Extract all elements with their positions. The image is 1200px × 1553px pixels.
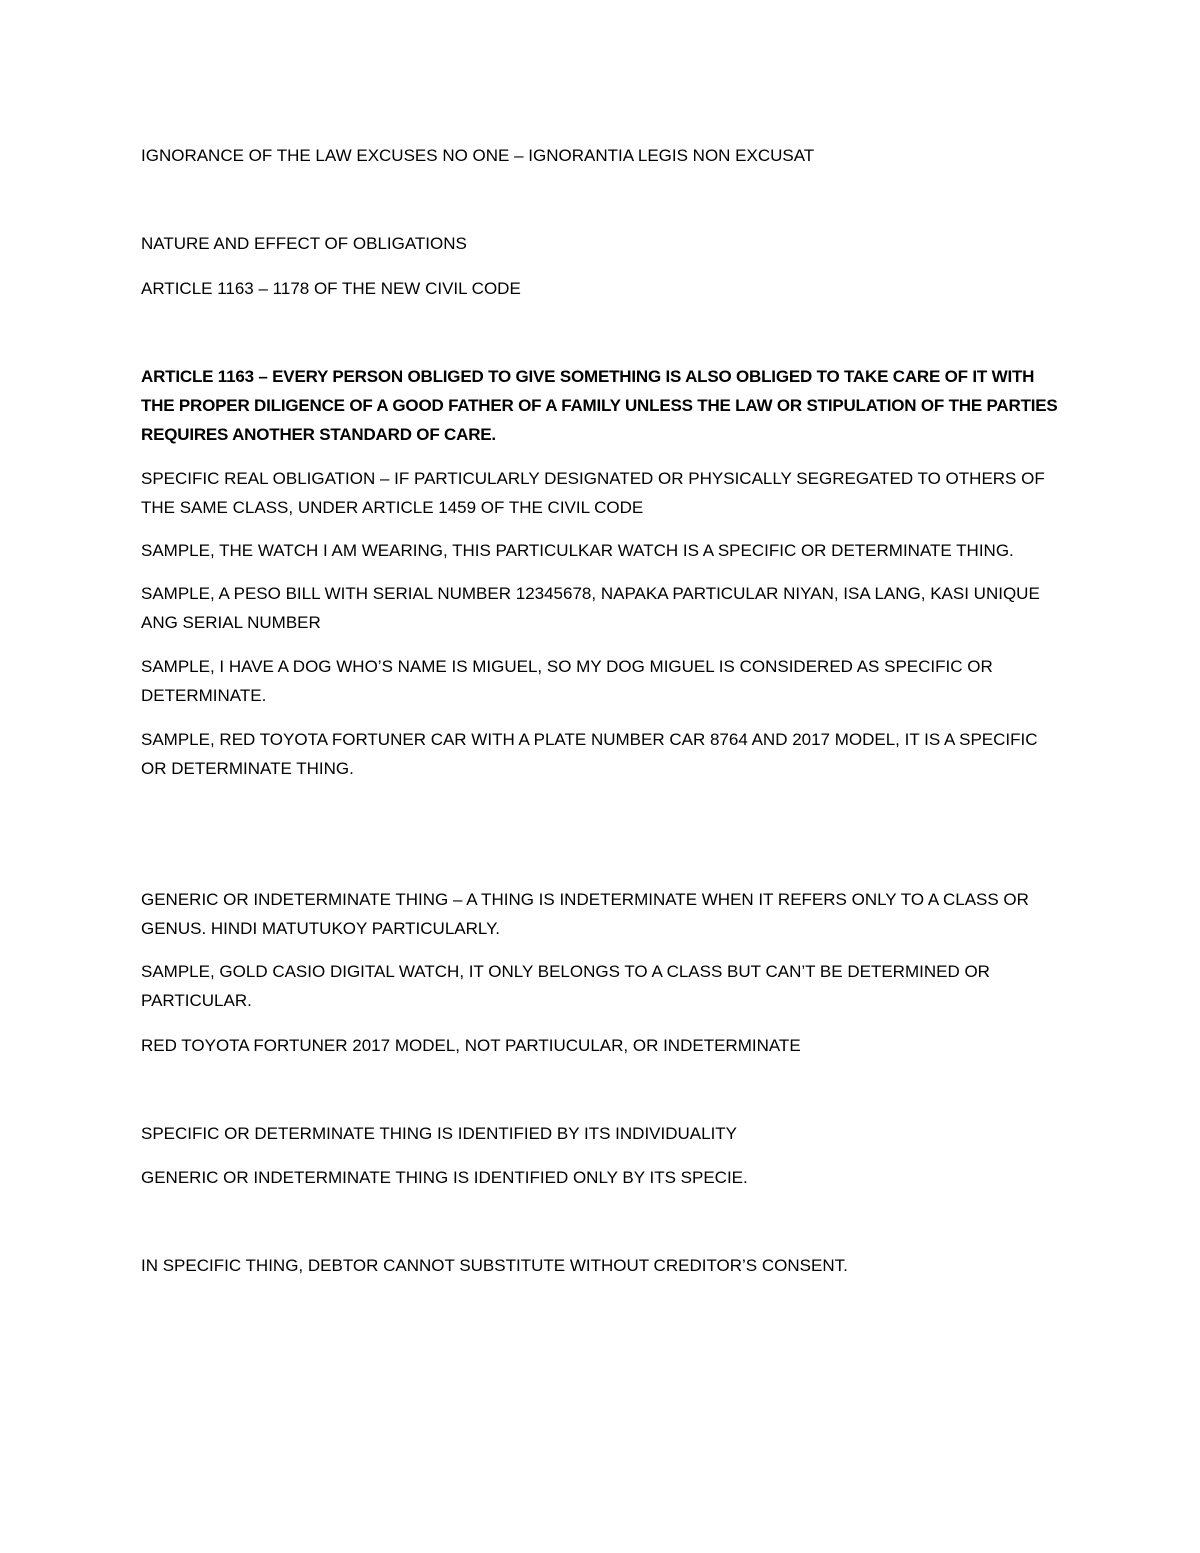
sample-watch-paragraph: SAMPLE, THE WATCH I AM WEARING, THIS PARTICULKAR WATCH IS A SPECIFIC OR DETERMINATE THING.	[141, 541, 1014, 560]
substitution-rule-line: IN SPECIFIC THING, DEBTOR CANNOT SUBSTITUTE WITHOUT CREDITOR’S CONSENT.	[141, 1256, 848, 1275]
sample-casio-paragraph: SAMPLE, GOLD CASIO DIGITAL WATCH, IT ONLY BELONGS TO A CLASS BUT CAN’T BE DETERMINED OR PARTICULAR.	[141, 962, 990, 1010]
sample-dog-paragraph: SAMPLE, I HAVE A DOG WHO’S NAME IS MIGUEL, SO MY DOG MIGUEL IS CONSIDERED AS SPECIFIC OR DETERMINATE.	[141, 657, 993, 705]
generic-definition-paragraph: GENERIC OR INDETERMINATE THING – A THING IS INDETERMINATE WHEN IT REFERS ONLY TO A CLASS OR GENUS. HINDI MATUTUKOY PARTICULARLY.	[141, 890, 1029, 938]
specific-identified-line: SPECIFIC OR DETERMINATE THING IS IDENTIFIED BY ITS INDIVIDUALITY	[141, 1124, 738, 1143]
generic-identified-line: GENERIC OR INDETERMINATE THING IS IDENTIFIED ONLY BY ITS SPECIE.	[141, 1168, 748, 1187]
sample-peso-paragraph: SAMPLE, A PESO BILL WITH SERIAL NUMBER 12345678, NAPAKA PARTICULAR NIYAN, ISA LANG, KASI UNIQUE ANG SERIAL NUMBER	[141, 584, 1040, 632]
maxim-line: IGNORANCE OF THE LAW EXCUSES NO ONE – IGNORANTIA LEGIS NON EXCUSAT	[141, 146, 815, 165]
article-1163-paragraph: ARTICLE 1163 – EVERY PERSON OBLIGED TO GIVE SOMETHING IS ALSO OBLIGED TO TAKE CARE OF IT WITH THE PROPER DILIGENCE OF A GOOD FATHER OF A FAMILY UNLESS THE LAW OR STIPULATION OF THE PARTIES REQUIRES ANOTHER STANDARD OF CARE.	[141, 367, 1058, 444]
article-range-line: ARTICLE 1163 – 1178 OF THE NEW CIVIL CODE	[141, 279, 521, 298]
red-toyota-generic-line: RED TOYOTA FORTUNER 2017 MODEL, NOT PARTIUCULAR, OR INDETERMINATE	[141, 1036, 801, 1055]
sample-car-paragraph: SAMPLE, RED TOYOTA FORTUNER CAR WITH A PLATE NUMBER CAR 8764 AND 2017 MODEL, IT IS A SPECIFIC OR DETERMINATE THING.	[141, 730, 1038, 778]
specific-real-obligation-paragraph: SPECIFIC REAL OBLIGATION – IF PARTICULARLY DESIGNATED OR PHYSICALLY SEGREGATED TO OTHERS OF THE SAME CLASS, UNDER ARTICLE 1459 OF THE CIVIL CODE	[141, 469, 1045, 517]
section-heading: NATURE AND EFFECT OF OBLIGATIONS	[141, 234, 467, 253]
